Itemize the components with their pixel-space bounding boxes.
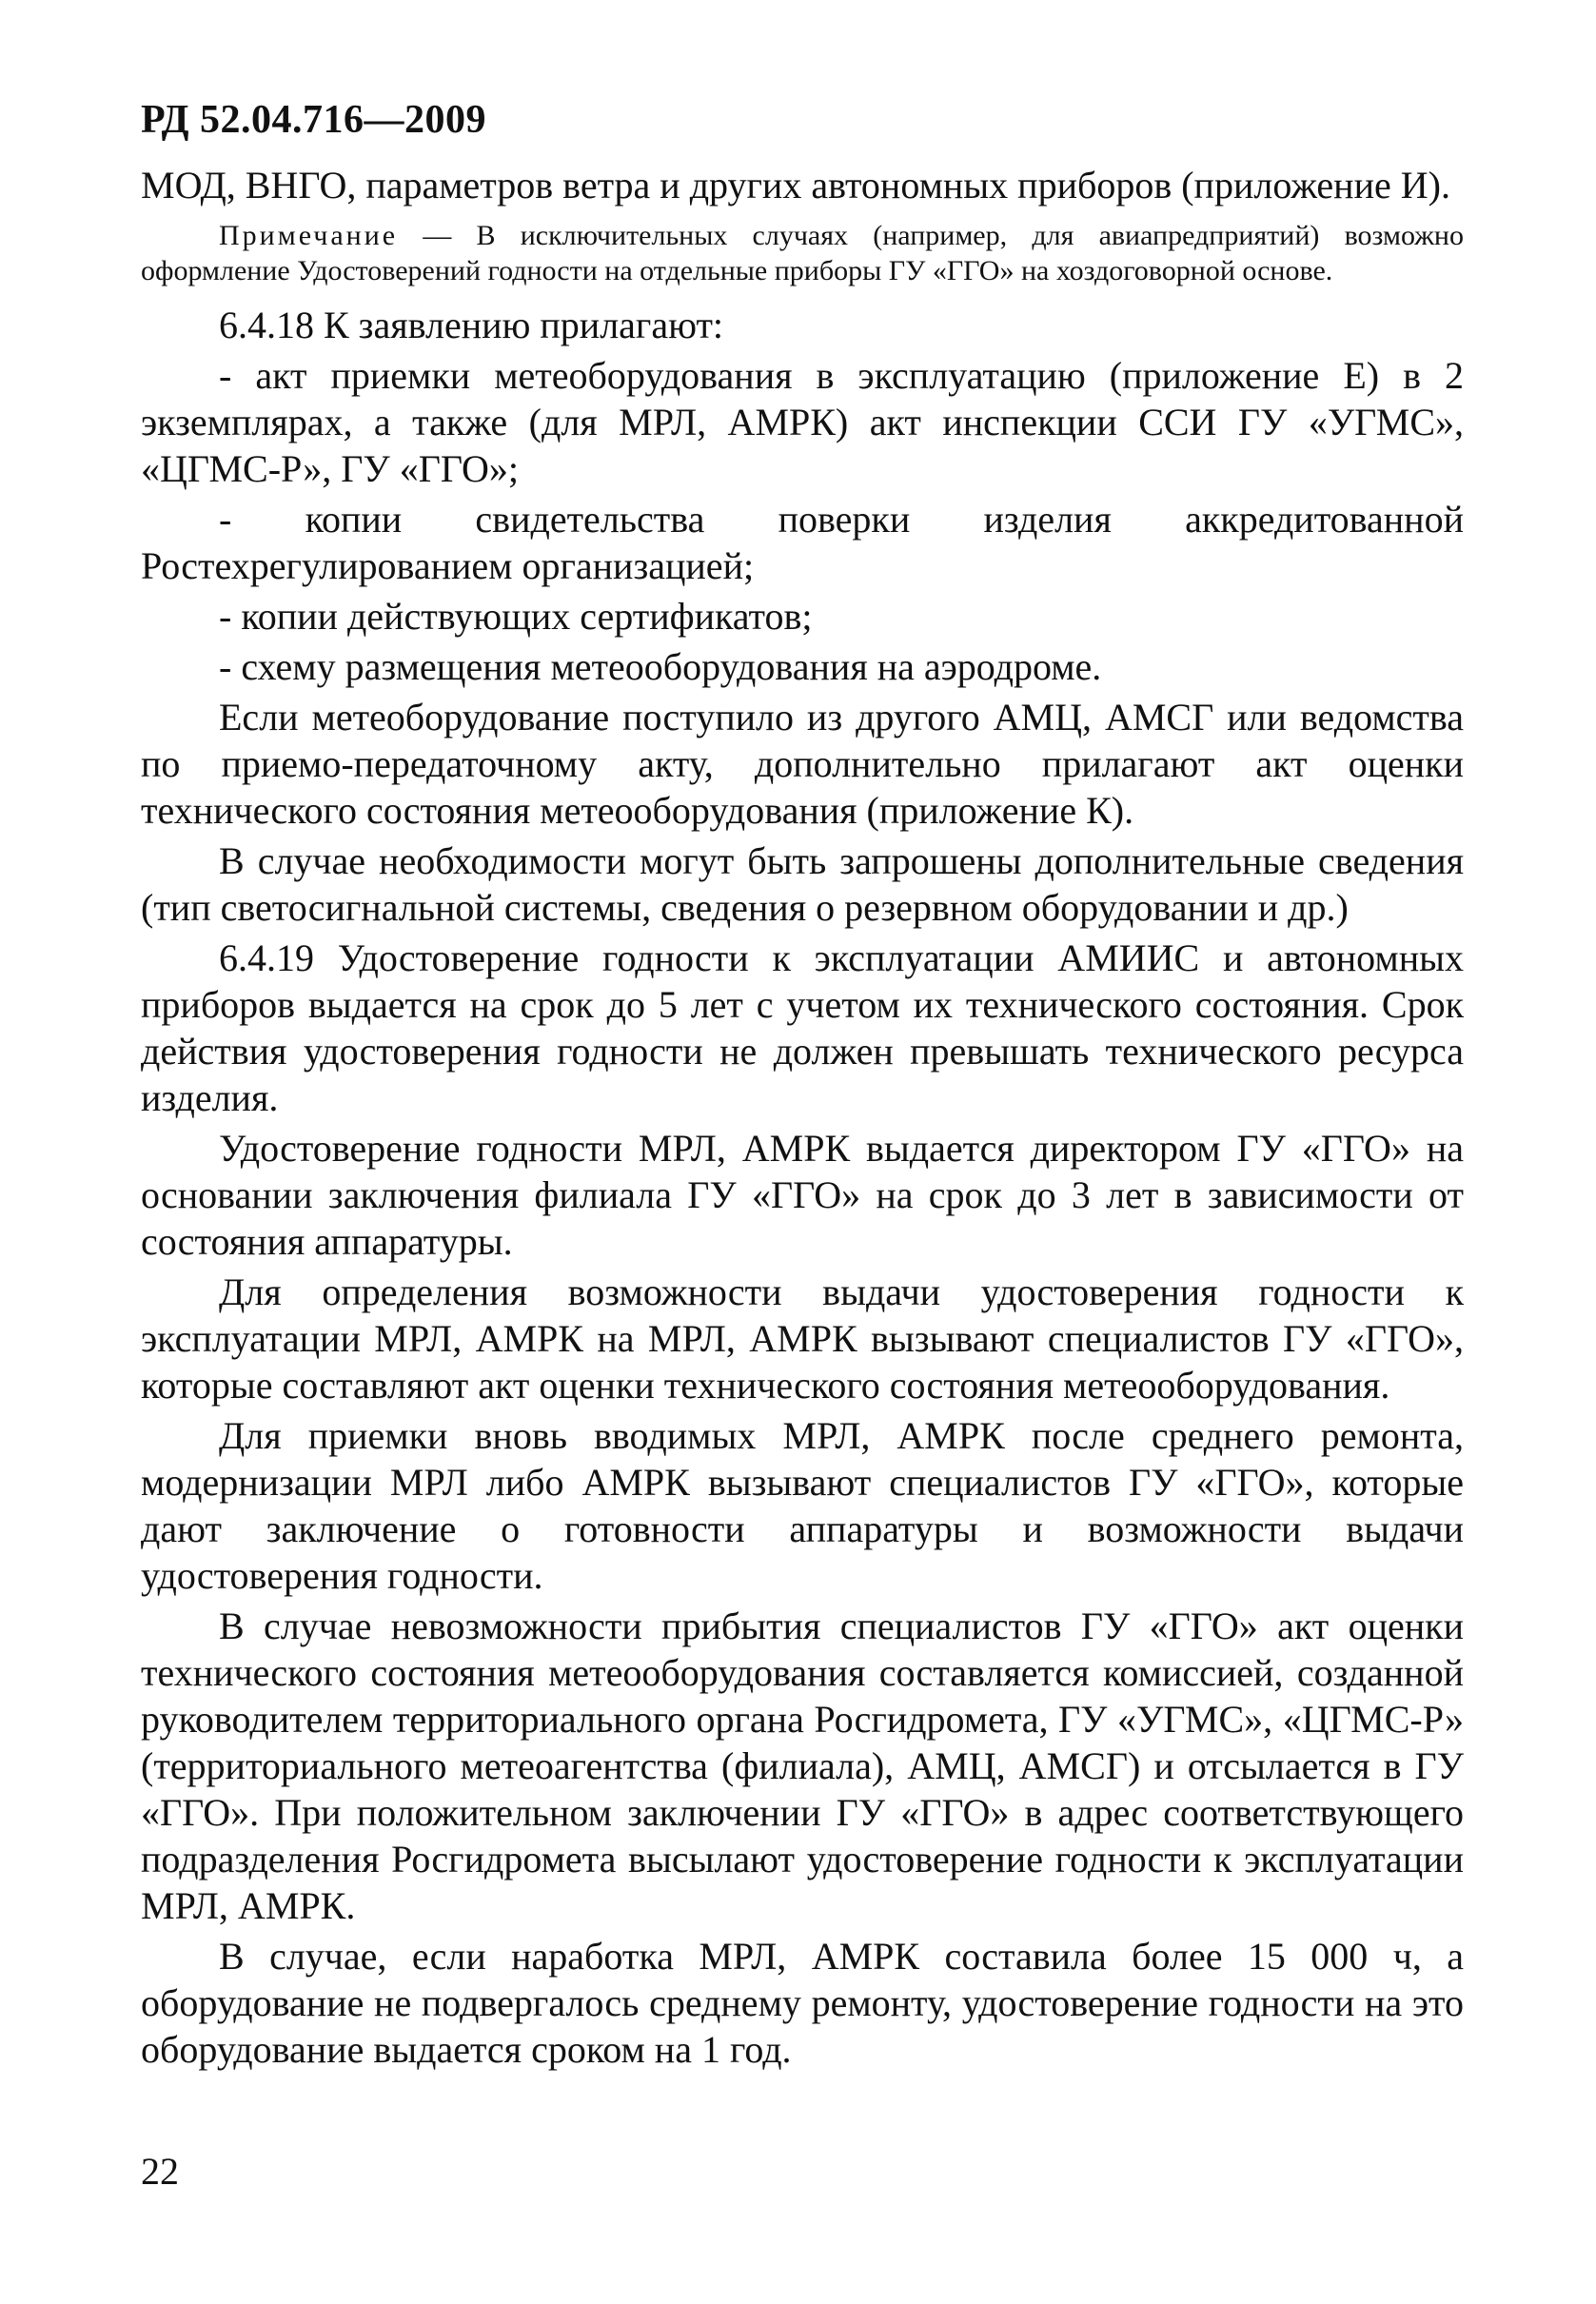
paragraph-commission: В случае невозможности прибытия специалистов ГУ «ГГО» акт оценки технического состояния метеооборудования составляется комиссией, созданной руководителем территориального органа Росгидромета, ГУ «УГМС», «ЦГМС-Р» (территориального метеоагентства (филиала), АМЦ, АМСГ) и отсылается в ГУ «ГГО». При положительном заключении ГУ «ГГО» в адрес соответствующего подразделения Росгидромета высылают удостоверение годности к эксплуатации МРЛ, АМРК. [141,1605,1464,1927]
paragraph-specialists-call: Для определения возможности выдачи удостоверения годности к эксплуатации МРЛ, АМРК на МРЛ, АМРК вызывают специалистов ГУ «ГГО», которые составляют акт оценки технического состояния метеооборудования. [141,1270,1464,1407]
paragraph-6-4-18: 6.4.18 К заявлению прилагают: [219,304,724,346]
list-item-placement-scheme: - схему размещения метеооборудования на аэродроме. [219,645,1102,688]
paragraph-6-4-19: 6.4.19 Удостоверение годности к эксплуатации АМИИС и автономных приборов выдается на срок до 5 лет с учетом их технического состояния. Срок действия удостоверения годности не должен превышать технического ресурса изделия. [141,936,1464,1119]
list-item-certificates: - копии действующих сертификатов; [219,595,813,638]
paragraph-operating-hours: В случае, если наработка МРЛ, АМРК составила более 15 000 ч, а оборудование не подвергалось среднему ремонту, удостоверение годности на это оборудование выдается сроком на 1 год. [141,1935,1464,2071]
note-label: Примечание [219,220,399,251]
paragraph-mrl-certificate: Удостоверение годности МРЛ, АМРК выдается директором ГУ «ГГО» на основании заключения филиала ГУ «ГГО» на срок до 3 лет в зависимости от состояния аппаратуры. [141,1127,1464,1263]
note-block [141,218,1464,288]
paragraph-new-mrl-acceptance: Для приемки вновь вводимых МРЛ, АМРК после среднего ремонта, модернизации МРЛ либо АМРК вызывают специалистов ГУ «ГГО», которые дают заключение о готовности аппаратуры и возможности выдачи удостоверения годности. [141,1414,1464,1597]
paragraph-additional-info: В случае необходимости могут быть запрошены дополнительные сведения (тип светосигнальной системы, сведения о резервном оборудовании и др.) [141,839,1464,929]
note-text: — В исключительных случаях (например, для авиапредприятий) возможно оформление Удостоверений годности на отдельные приборы ГУ «ГГО» на хоздоговорной основе. [141,220,1464,286]
list-item-verification-copies: - копии свидетельства поверки изделия аккредитованной Ростехрегулированием организацией; [141,498,1464,587]
document-code-header: РД 52.04.716—2009 [141,98,487,142]
paragraph-transfer-act: Если метеоборудование поступило из другого АМЦ, АМСГ или ведомства по приемо-передаточному акту, дополнительно прилагают акт оценки технического состояния метеооборудования (приложение К). [141,696,1464,832]
paragraph-continuation: МОД, ВНГО, параметров ветра и других автономных приборов (приложение И). [141,164,1450,207]
document-body [141,162,1464,2077]
page-number: 22 [141,2150,179,2193]
list-item-acceptance-act: - акт приемки метеоборудования в эксплуатацию (приложение Е) в 2 экземплярах, а также (для МРЛ, АМРК) акт инспекции ССИ ГУ «УГМС», «ЦГМС-Р», ГУ «ГГО»; [141,354,1464,490]
